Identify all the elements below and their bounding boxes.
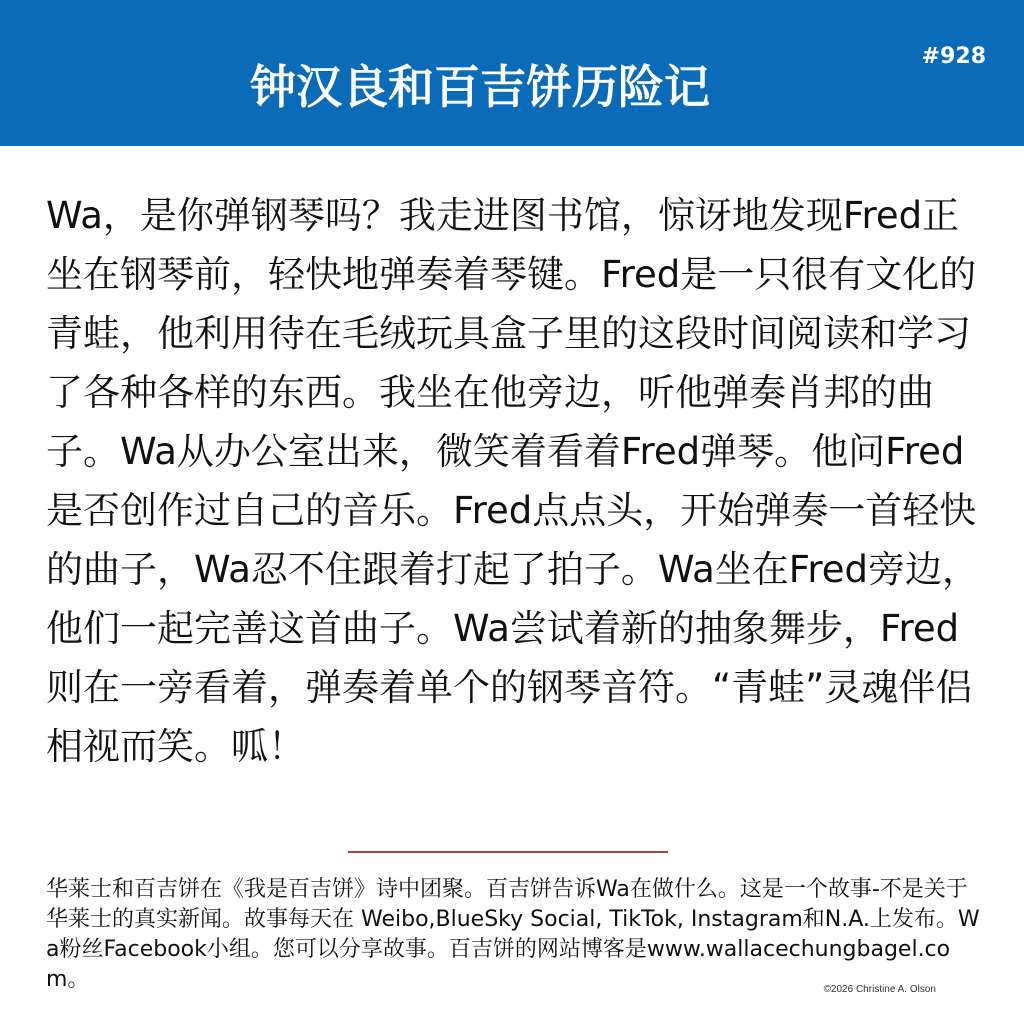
story-text: Wa，是你弹钢琴吗？我走进图书馆，惊讶地发现Fred正坐在钢琴前，轻快地弹奏着琴键。Fred是一只很有文化的青蛙，他利用待在毛绒玩具盒子里的这段时间阅读和学习了各种各样的东西。我坐在他旁边，听他弹奏肖邦的曲子。Wa从办公室出来，微笑着看着Fred弹琴。他问Fred是否创作过自己的音乐。Fred点点头，开始弹奏一首轻快的曲子，Wa忍不住跟着打起了拍子。Wa坐在Fred旁边，他们一起完善这首曲子。Wa尝试着新的抽象舞步，Fred则在一旁看着，弹奏着单个的钢琴音符。“青蛙”灵魂伴侣相视而笑。呱！ [46,194,980,768]
page-title: 钟汉良和百吉饼历险记 [250,60,710,114]
copyright-notice: ©2026 Christine A. Olson [823,984,936,995]
footer-note: 华莱士和百吉饼在《我是百吉饼》诗中团聚。百吉饼告诉Wa在做什么。这是一个故事-不是关于华莱士的真实新闻。故事每天在 Weibo,BlueSky Social, TikTok, Instagram和N.A.上发布。Wa粉丝Facebook小组。您可以分享故事。百吉饼的网站博客是www.wallacechungbagel.com。 [46,877,980,992]
episode-number: #928 [921,44,986,69]
divider-line [348,851,668,853]
header-banner [0,0,1024,146]
